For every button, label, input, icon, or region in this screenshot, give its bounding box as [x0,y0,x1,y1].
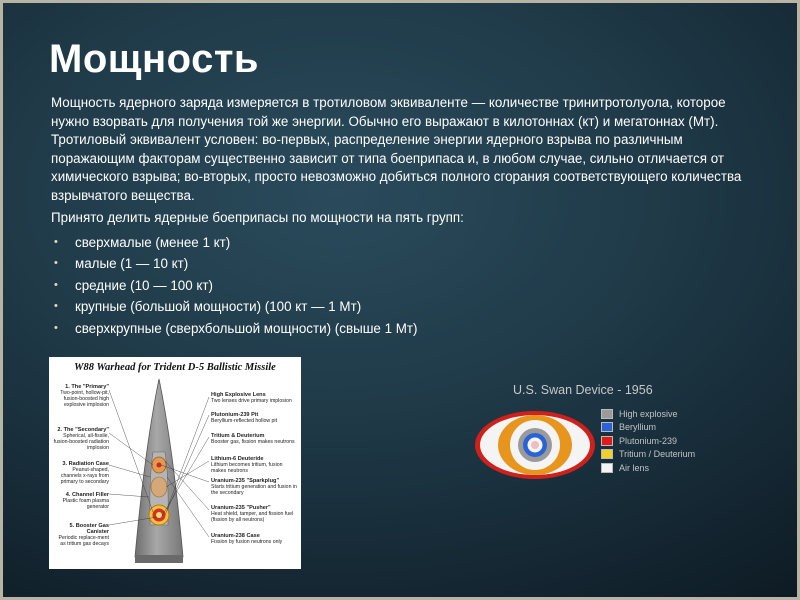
legend-item [601,421,695,435]
intro-paragraph: Мощность ядерного заряда измеряется в тротиловом эквиваленте — количестве тринитротолуола, которое нужно взорвать для получения той же энергии. Обычно его выражают в килотоннах (кт) и мегатоннах (Мт). Тротиловый эквивалент условен: во-первых, распределение энергии ядерного взрыва по различным поражающим факторам существенно зависит от типа боеприпаса и, в любом случае, сильно отличается от химического взрыва; во-вторых, просто невозможно добиться полного сгорания соответствующего количества взрывчатого вещества. [51,95,742,203]
callout-sparkplug: Uranium-235 "Sparkplug" Starts tritium generation and fusion in the secondary [211,478,297,496]
callout-he-lens: High Explosive Lens Two lenses drive primary implosion [211,392,292,404]
legend-item [601,407,695,421]
legend-swatch [601,436,613,446]
callout-channel-filler: 4. Channel Filler Plastic foam plasma generator [62,492,109,510]
legend-swatch [601,409,613,419]
swan-device-illustration [473,405,597,485]
swan-legend [601,407,695,475]
bullet-icon: • [54,235,58,248]
legend-swatch [601,463,613,473]
list-item [51,253,763,275]
legend-label: Beryllium [619,422,657,433]
callout-pu-pit: Plutonium-239 Pit Beryllium-reflected hollow pit [211,412,278,424]
bullet-icon: • [54,321,58,334]
callout-booster-gas: 5. Booster Gas Canister Periodic replace-ment as tritium gas decays [58,523,109,547]
list-item [51,232,763,254]
legend-swatch [601,422,613,432]
warhead-diagram-title: W88 Warhead for Trident D-5 Ballistic Missile [74,362,276,373]
slide-title: Мощность [49,37,259,81]
power-groups-list [51,232,763,340]
callout-primary: 1. The "Primary" Two-point, hollow-pit, fusion-boosted high explosive implosion [60,384,109,408]
w88-warhead-diagram [49,357,301,569]
warhead-base [135,555,183,563]
lithium-deuteride [151,477,167,497]
list-item-text: сверхкрупные (сверхбольшой мощности) (свыше 1 Мт) [75,320,418,336]
legend-item [601,434,695,448]
list-item-text: малые (1 — 10 кт) [75,256,189,272]
swan-diagram-title: U.S. Swan Device - 1956 [513,383,653,397]
list-item [51,275,763,297]
list-item [51,318,763,340]
legend-label: Air lens [619,462,650,473]
callout-tritium: Tritium & Deuterium Booster gas, fission makes neutrons [211,433,295,445]
list-item-text: сверхмалые (менее 1 кт) [75,234,231,250]
groups-paragraph: Принято делить ядерные боеприпасы по мощности на пять групп: [51,210,464,225]
legend-label: High explosive [619,408,678,419]
list-item-text: средние (10 — 100 кт) [75,277,213,293]
sparkplug [157,463,162,468]
slide-body [51,94,763,339]
legend-label: Plutonium-239 [619,435,678,446]
plutonium-core [531,441,539,449]
callout-pusher: Uranium-235 "Pusher" Heat shield, tamper, and fission fuel (fission by all neutrons) [211,505,294,523]
list-item [51,296,763,318]
bullet-icon: • [54,257,58,270]
swan-device-diagram [473,381,733,501]
callout-secondary: 2. The "Secondary" Spherical, all-fissile, fusion-boosted radiation implosion [53,427,109,451]
legend-label: Tritium / Deuterium [619,449,696,460]
callout-radiation-case: 3. Radiation Case Peanut-shaped, channels x-rays from primary to secondary [60,461,109,485]
bullet-icon: • [54,278,58,291]
legend-item [601,461,695,475]
legend-swatch [601,449,613,459]
list-item-text: крупные (большой мощности) (100 кт — 1 Мт) [75,299,362,315]
callout-u238-case: Uranium-238 Case Fission by fusion neutrons only [211,533,283,545]
legend-item [601,448,695,462]
bullet-icon: • [54,300,58,313]
callout-lithium: Lithium-6 Deuteride Lithium becomes tritium, fusion makes neutrons [211,456,283,474]
